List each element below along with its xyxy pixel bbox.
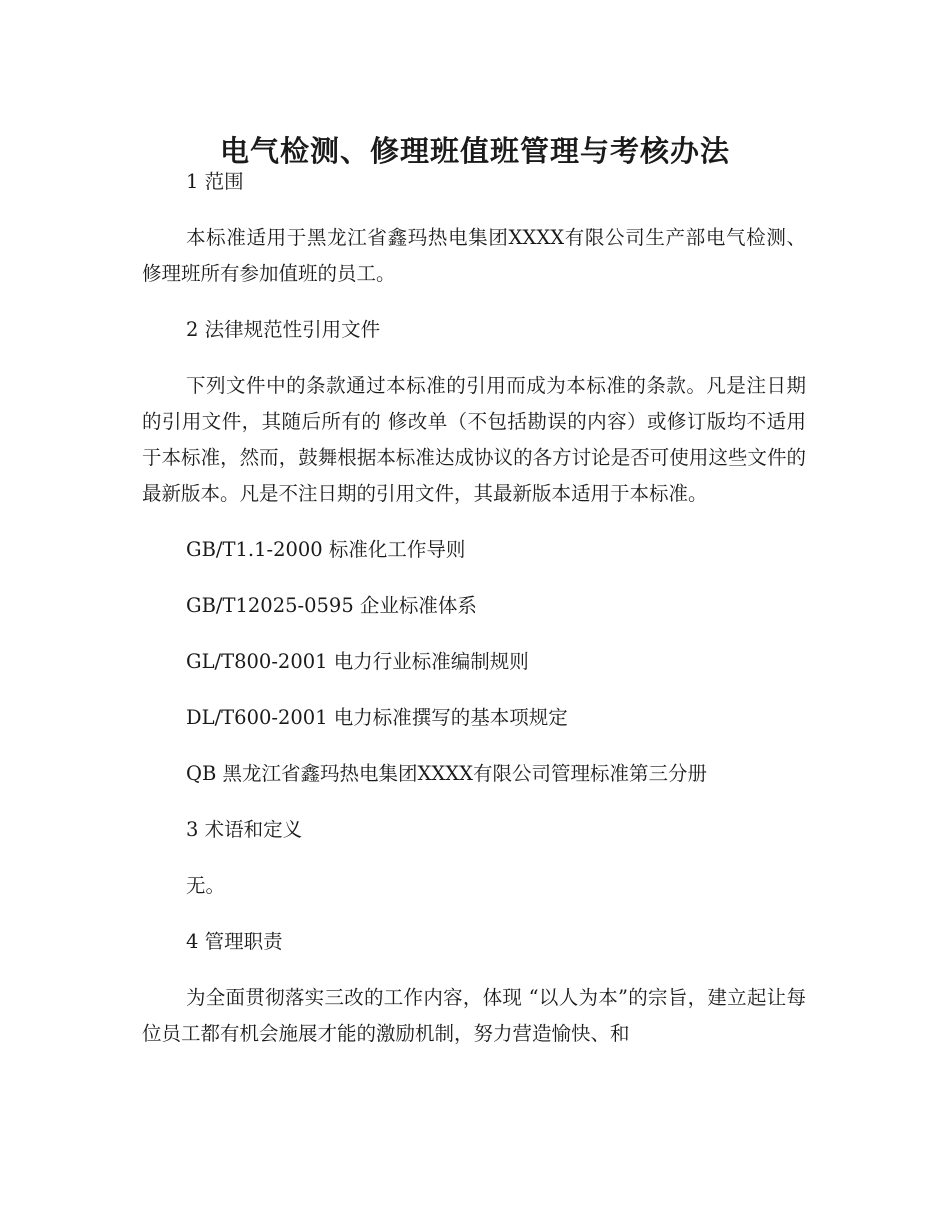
section-2-paragraph: 下列文件中的条款通过本标准的引用而成为本标准的条款。凡是注日期的引用文件，其随后所有的 修改单（不包括勘误的内容）或修订版均不适用于本标准，然而，鼓舞根据本标准达成协议的各方讨论是否可使用这些文件的最新版本。凡是不注日期的引用文件，其最新版本适用于本标准。 [142,374,806,505]
reference-item: QB 黑龙江省鑫玛热电集团XXXX有限公司管理标准第三分册 [186,762,708,785]
reference-item: DL/T600-2001 电力标准撰写的基本项规定 [186,706,568,729]
document-title: 电气检测、修理班值班管理与考核办法 [219,134,730,169]
document-body [142,164,806,1072]
section-4-paragraph: 为全面贯彻落实三改的工作内容，体现 “以人为本”的宗旨，建立起让每位员工都有机会施展才能的激励机制，努力营造愉快、和 [142,986,806,1045]
section-3-paragraph: 无。 [186,874,226,897]
reference-item: GB/T12025-0595 企业标准体系 [186,594,477,617]
reference-item: GB/T1.1-2000 标准化工作导则 [186,538,466,561]
section-3-heading: 3 术语和定义 [186,818,303,841]
section-1-paragraph: 本标准适用于黑龙江省鑫玛热电集团XXXX有限公司生产部电气检测、修理班所有参加值班的员工。 [142,226,806,285]
reference-item: GL/T800-2001 电力行业标准编制规则 [186,650,529,673]
section-4-heading: 4 管理职责 [186,930,283,953]
section-2-heading: 2 法律规范性引用文件 [186,318,381,341]
section-1-heading: 1 范围 [186,170,244,193]
